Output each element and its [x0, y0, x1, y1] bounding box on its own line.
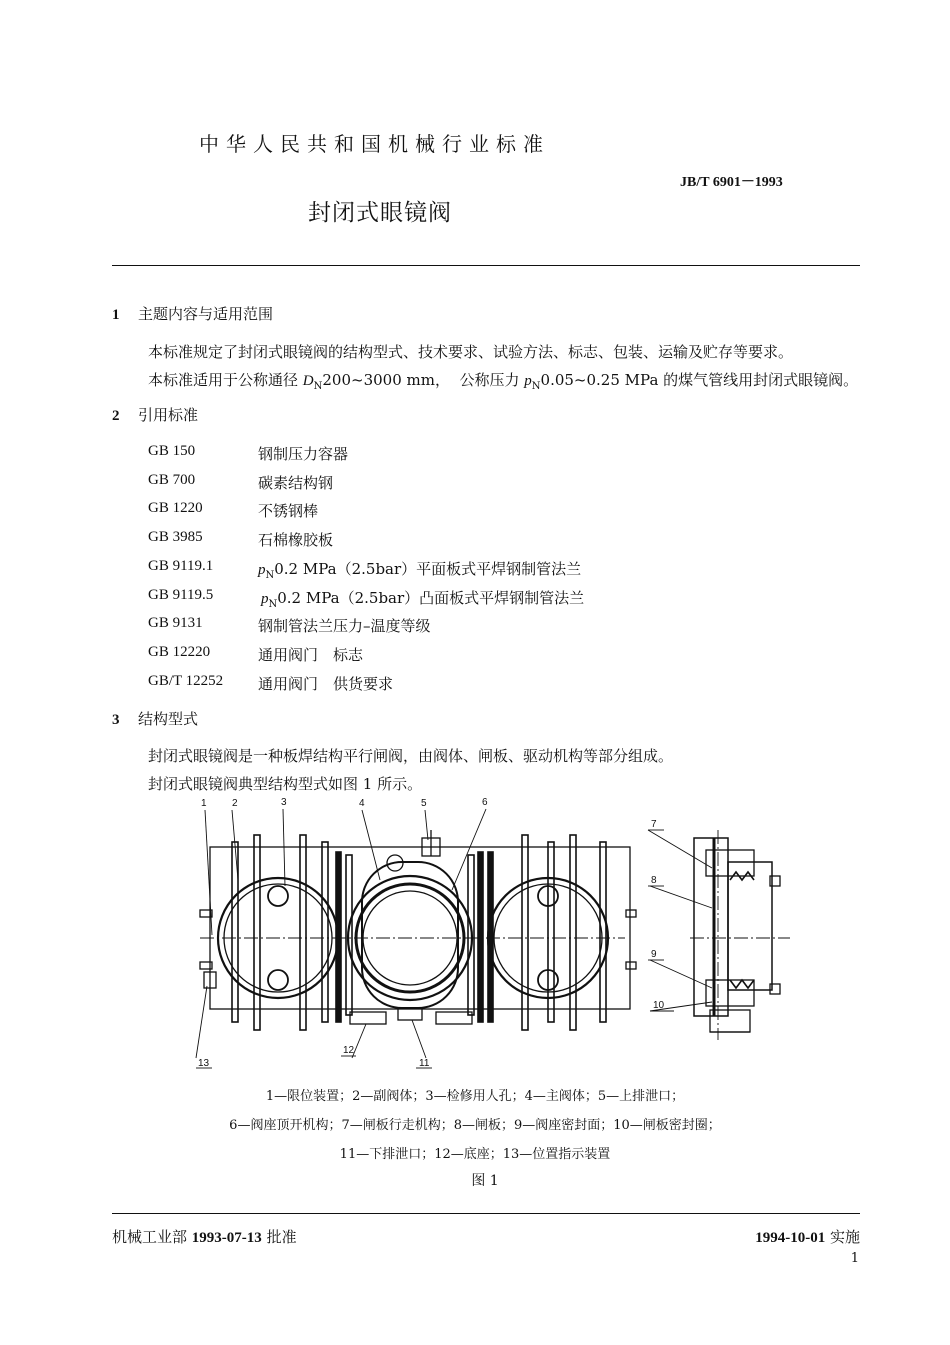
ref-code: GB 3985 [148, 529, 203, 545]
pn-symbol: p [261, 591, 269, 607]
figure-legend-line-2: 6—阀座顶开机构；7—闸板行走机构；8—闸板；9—阀座密封面；10—闸板密封圈； [229, 1118, 721, 1133]
approval-line [112, 1226, 297, 1247]
section-number: 1 [112, 307, 120, 323]
base-left [350, 1012, 386, 1024]
pn-subscript: N [268, 599, 278, 610]
ref-code: GB 12220 [148, 644, 211, 660]
label-5: 5 [421, 798, 427, 809]
pn-symbol: p [524, 373, 532, 389]
impl-word: 实施 [829, 1228, 860, 1246]
ref-code: GB 1220 [148, 500, 203, 516]
section-3-paragraph-1: 封闭式眼镜阀是一种板焊结构平行闸阀，由阀体、闸板、驱动机构等部分组成。 [148, 747, 674, 765]
section-title: 主题内容与适用范围 [138, 305, 274, 323]
dn-subscript: N [313, 381, 323, 392]
manhole-bottom-left [268, 970, 288, 990]
label-8: 8 [651, 875, 657, 886]
ref-code: GB/T 12252 [148, 673, 224, 689]
manhole-top-left [268, 886, 288, 906]
figure-caption: 图 1 [471, 1173, 499, 1189]
section-1-paragraph-1: 本标准规定了封闭式眼镜阀的结构型式、技术要求、试验方法、标志、包装、运输及贮存等要求。 [148, 343, 794, 361]
para-text: 本标准适用于公称通径 [148, 371, 303, 389]
section-1-heading [112, 303, 273, 324]
pn-range: 0.05~0.25 MPa [540, 371, 659, 389]
ref-title [261, 587, 584, 610]
label-3: 3 [281, 797, 287, 808]
ref-title: 钢制管法兰压力–温度等级 [258, 617, 431, 635]
pn-symbol: p [258, 562, 266, 578]
para-text: 的煤气管线用封闭式眼镜阀。 [658, 371, 859, 389]
ref-title-text: 0.2 MPa（2.5bar）凸面板式平焊钢制管法兰 [277, 589, 585, 607]
ref-title [258, 558, 581, 581]
para-text: 公称压力 [449, 371, 525, 389]
label-4: 4 [359, 798, 365, 809]
label-2: 2 [232, 798, 238, 809]
ref-code: GB 9119.1 [148, 558, 214, 574]
label-9: 9 [651, 949, 657, 960]
approve-word: 批准 [266, 1228, 297, 1246]
ref-title: 碳素结构钢 [258, 474, 334, 492]
label-7: 7 [651, 819, 657, 830]
figure-legend-line-1: 1—限位装置；2—副阀体；3—检修用人孔；4—主阀体；5—上排泄口； [265, 1089, 685, 1104]
figure-legend-line-3: 11—下排泄口；12—底座；13—位置指示装置 [339, 1147, 611, 1162]
dn-symbol: D [302, 373, 314, 389]
pn-subscript: N [531, 381, 541, 392]
section-number: 2 [112, 408, 120, 424]
ref-title: 通用阀门 标志 [258, 646, 364, 664]
valve-drawing [0, 790, 950, 1080]
impl-date: 1994-10-01 [755, 1230, 826, 1246]
ref-title: 石棉橡胶板 [258, 531, 334, 549]
label-1: 1 [201, 798, 207, 809]
header-divider [112, 265, 860, 266]
section-1-paragraph-2 [148, 369, 858, 392]
side-view [690, 830, 790, 1040]
section-title: 结构型式 [138, 710, 199, 728]
organization-title: 中华人民共和国机械行业标准 [199, 132, 550, 156]
section-2-heading [112, 404, 198, 425]
leader-lines [196, 809, 712, 1068]
section-3-heading [112, 708, 198, 729]
rib-plates [232, 835, 606, 1030]
label-12: 12 [343, 1045, 355, 1056]
issuer: 机械工业部 [112, 1228, 188, 1246]
pn-subscript: N [265, 570, 275, 581]
section-title: 引用标准 [138, 406, 199, 424]
ref-title: 钢制压力容器 [258, 445, 349, 463]
page-number: 1 [850, 1251, 859, 1266]
approve-date: 1993-07-13 [191, 1230, 262, 1246]
document-title: 封闭式眼镜阀 [308, 200, 452, 226]
label-6: 6 [482, 797, 488, 808]
label-13: 13 [198, 1058, 210, 1069]
valve-frame [210, 847, 630, 1009]
section-number: 3 [112, 712, 120, 728]
ref-title-text: 0.2 MPa（2.5bar）平面板式平焊钢制管法兰 [274, 560, 582, 578]
footer-divider [112, 1213, 860, 1214]
label-10: 10 [653, 1000, 665, 1011]
ref-title: 通用阀门 供货要求 [258, 675, 394, 693]
ref-title: 不锈钢棒 [258, 502, 319, 520]
ref-code: GB 9131 [148, 615, 203, 631]
implementation-line [755, 1226, 860, 1247]
lower-drain-port [398, 1008, 422, 1020]
label-11: 11 [419, 1058, 430, 1069]
ref-code: GB 700 [148, 472, 196, 488]
dn-range: 200~3000 mm， [322, 371, 450, 389]
ref-code: GB 9119.5 [148, 587, 214, 603]
ref-code: GB 150 [148, 443, 196, 459]
section-3-paragraph-2: 封闭式眼镜阀典型结构型式如图 1 所示。 [148, 775, 423, 793]
standard-code: JB/T 6901－1993 [680, 175, 783, 190]
base-right [436, 1012, 472, 1024]
